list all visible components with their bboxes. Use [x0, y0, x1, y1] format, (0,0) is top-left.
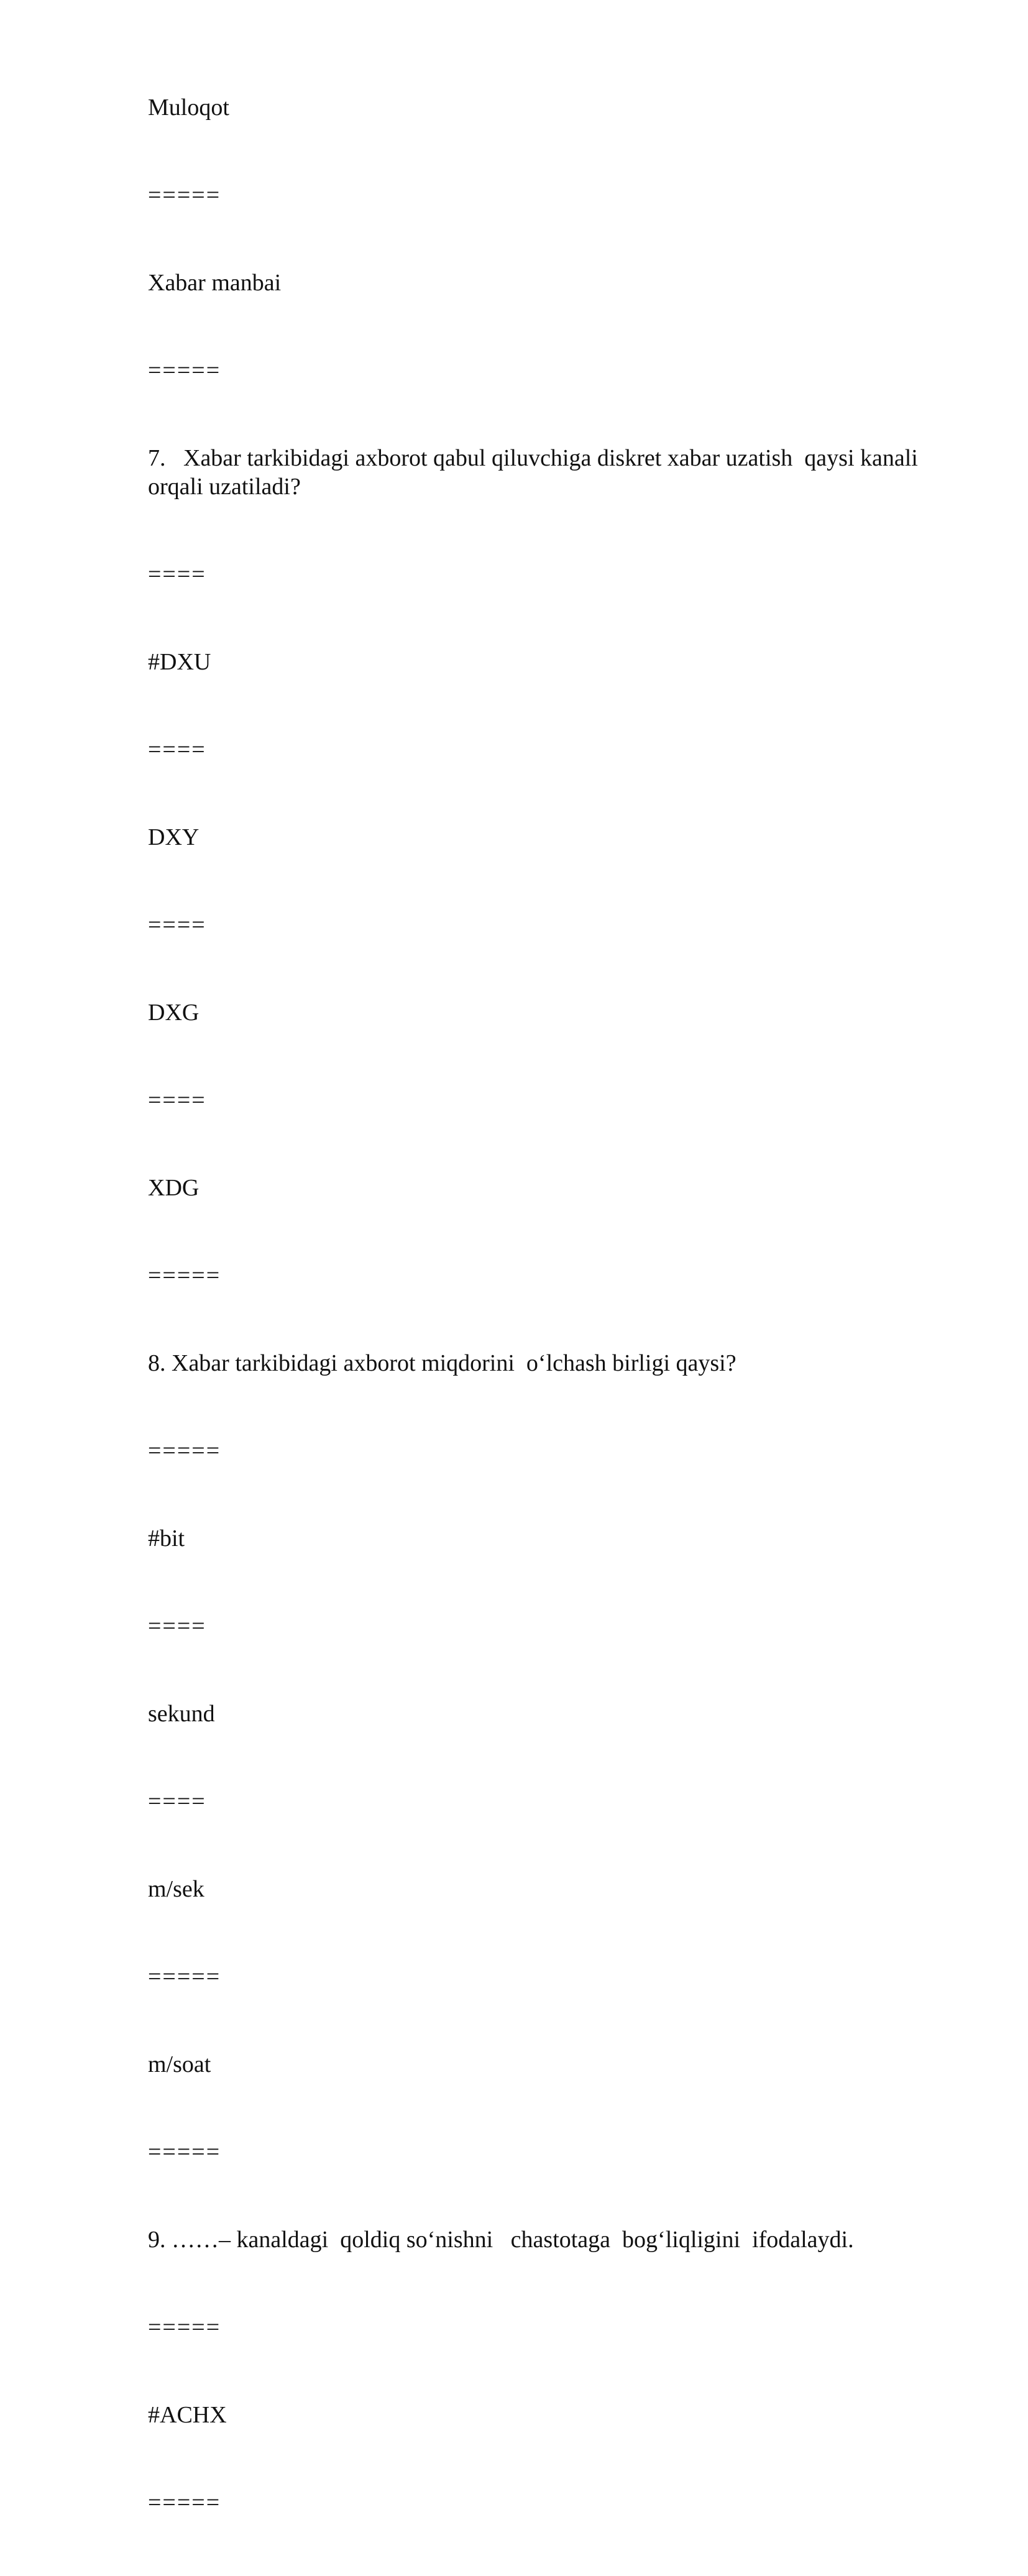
separator: =====: [148, 1263, 221, 1289]
question-8: 8. Xabar tarkibidagi axborot miqdorini o‘lchash birligi qaysi?: [148, 1350, 737, 1376]
answer-option: DXG: [148, 1000, 200, 1026]
separator: =====: [148, 182, 221, 208]
separator: ====: [148, 1087, 206, 1113]
separator: ====: [148, 912, 206, 938]
answer-option: Xabar manbai: [148, 270, 282, 296]
separator: =====: [148, 2139, 221, 2165]
separator: ====: [148, 1788, 206, 1815]
separator: =====: [148, 1964, 221, 1990]
answer-option: m/sek: [148, 1876, 204, 1902]
separator: ====: [148, 1613, 206, 1639]
answer-option: DXY: [148, 824, 200, 850]
separator: ====: [148, 737, 206, 763]
answer-option-correct: #bit: [148, 1525, 185, 1552]
answer-option: XDG: [148, 1175, 200, 1201]
separator: =====: [148, 2314, 221, 2340]
answer-option: sekund: [148, 1701, 215, 1727]
answer-option-correct: #ACHX: [148, 2402, 227, 2428]
question-7: 7. Xabar tarkibidagi axborot qabul qiluvchiga diskret xabar uzatish qaysi kanali orqali uzatiladi?: [148, 445, 924, 500]
question-9: 9. ……– kanaldagi qoldiq so‘nishni chastotaga bog‘liqligini ifodalaydi.: [148, 2227, 854, 2253]
answer-option: Muloqot: [148, 94, 229, 121]
separator: ====: [148, 561, 206, 587]
separator: =====: [148, 1438, 221, 1464]
answer-option: m/soat: [148, 2051, 211, 2077]
separator: =====: [148, 2490, 221, 2516]
separator: =====: [148, 357, 221, 384]
answer-option-correct: #DXU: [148, 649, 211, 675]
document-body: [148, 93, 950, 2576]
